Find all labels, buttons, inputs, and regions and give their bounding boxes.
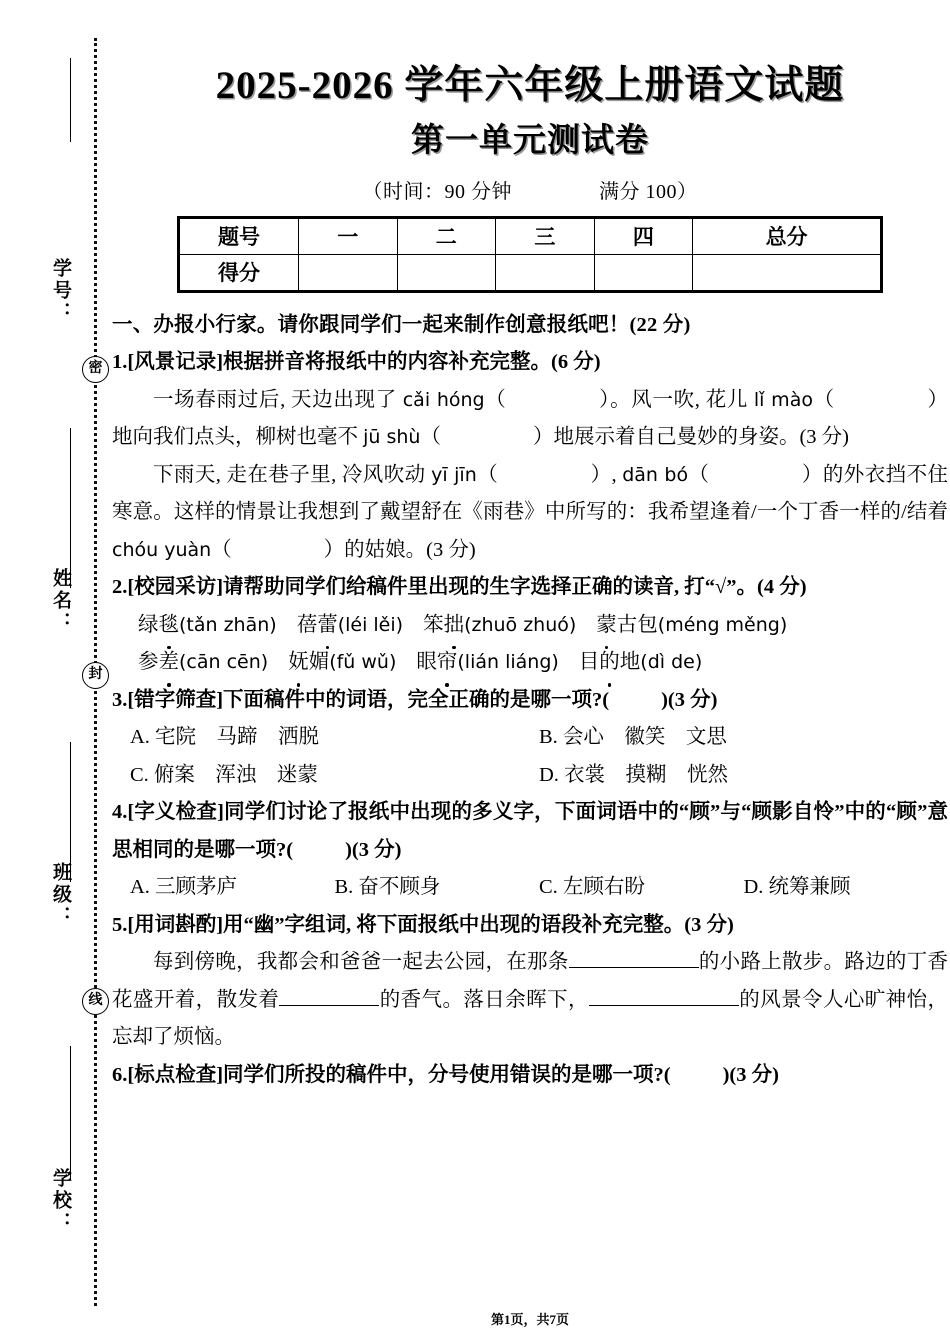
q1-paren-open-3: （: [420, 426, 441, 449]
score-table-row-label-2: 得分: [179, 254, 299, 291]
q2-word-pre: 绿: [138, 613, 159, 636]
table-row-scores: [179, 254, 882, 291]
question-3-options-row-1: [112, 719, 948, 757]
q1-text-d: ）地展示着自己曼妙的身姿。(3 分): [532, 426, 849, 449]
seal-rule-1: [70, 58, 71, 142]
q5-text-c: 的香气。落日余晖下，: [379, 988, 589, 1011]
q3-heading-text-b: )(3 分): [661, 688, 718, 711]
list-item[interactable]: [416, 651, 558, 673]
score-table-col-2: 二: [397, 217, 496, 254]
q2-word-dotted: 妩: [288, 644, 309, 682]
question-6-heading: [112, 1057, 948, 1095]
q2-pinyin-pair: (léi lěi): [337, 613, 404, 636]
q2-pinyin-pair: (cān cēn): [179, 651, 269, 674]
q2-word-pre: 蓓: [296, 613, 318, 636]
q3-option-a[interactable]: A. 宅院 马蹄 洒脱: [130, 726, 320, 749]
q2-word-dotted: 差: [159, 644, 180, 682]
question-2-choices-row-1: [112, 607, 948, 645]
q1-text-f: ）,: [590, 463, 623, 486]
question-5-heading: 5.[用词斟酌]用“幽”字组词, 将下面报纸中出现的语段补充完整。(3 分): [112, 913, 734, 936]
list-item[interactable]: [297, 614, 403, 636]
score-cell-4[interactable]: [594, 254, 693, 291]
q1-text-e: 下雨天, 走在巷子里, 冷风吹动: [153, 463, 432, 486]
q5-answer-blank-1[interactable]: [569, 967, 699, 968]
q5-text-d: 的风景令人心旷神怡，忘却了烦恼。: [112, 988, 949, 1049]
seal-margin: [0, 0, 110, 1344]
q2-pinyin-pair: (zhuō zhuó): [464, 613, 577, 636]
q1-pinyin-yijin: yī jīn: [431, 463, 477, 486]
question-1-heading: 1.[风景记录]根据拼音将报纸中的内容补充完整。(6 分): [112, 351, 601, 374]
q2-word-pre: 参: [138, 651, 159, 674]
score-table: [177, 216, 883, 293]
question-1-passage-1: [112, 382, 948, 457]
q4-option-a[interactable]: A. 三顾茅庐: [130, 876, 238, 899]
q2-pinyin-pair: (lián liáng): [457, 651, 559, 674]
question-2-choices-row-2: [112, 644, 948, 682]
question-3-heading: [112, 682, 948, 720]
score-table-col-total: 总分: [693, 217, 882, 254]
q2-word-dotted: 的: [599, 644, 620, 682]
exam-total-score: 满分 100）: [599, 180, 698, 203]
q2-word-pre: 笨: [423, 613, 444, 636]
seal-field-label-xuehao: 学号：: [50, 258, 71, 324]
list-item[interactable]: [138, 614, 277, 636]
page-footer: 第1页，共7页: [490, 1312, 569, 1327]
q1-pinyin-chouyuan: chóu yuàn: [112, 538, 212, 561]
q4-heading-text-a: 4.[字义检查]同学们讨论了报纸中出现的多义字，下面词语中的“顾”与“顾影自怜”中的“顾”意思相同的是哪一项?(: [112, 801, 948, 861]
q5-answer-blank-2[interactable]: [279, 1005, 379, 1006]
q1-pinyin-caihong: cǎi hóng: [402, 388, 485, 411]
q4-option-b[interactable]: B. 奋不顾身: [334, 876, 441, 899]
q2-word-post: 媚: [308, 651, 330, 674]
score-cell-total[interactable]: [693, 254, 882, 291]
seal-field-label-xuexiao: 学校：: [50, 1168, 71, 1234]
q1-paren-open-2: （: [812, 388, 835, 411]
q2-pinyin-pair: (dì de): [640, 651, 703, 674]
exam-meta: [110, 175, 950, 204]
q1-paren-open-1: （: [484, 388, 507, 411]
question-1-passage-2: [112, 457, 948, 570]
exam-sheet: [110, 0, 950, 1344]
q2-word-dotted: 蕾: [317, 607, 338, 645]
question-4-options: [112, 869, 948, 907]
question-5-passage: [112, 944, 948, 1057]
q1-paren-open-5: （: [688, 463, 710, 486]
q1-pinyin-limao: lǐ mào: [753, 388, 813, 411]
q4-option-d[interactable]: D. 统筹兼顾: [743, 876, 851, 899]
q3-heading-text-a: 3.[错字筛查]下面稿件中的词语，完全正确的是哪一项?(: [112, 688, 610, 711]
seal-mark-icon-1: 密: [82, 356, 109, 383]
q1-text-g: ）的外衣挡不住寒意。这样的情景让我想到了戴望舒在《雨巷》中所写的：我希望逢着/一个丁香一样的/结着: [112, 463, 949, 524]
q1-text-h: ）的姑娘。(3 分): [323, 538, 476, 561]
score-table-col-4: 四: [594, 217, 693, 254]
section-one-heading: 一、办报小行家。请你跟同学们一起来制作创意报纸吧！(22 分): [112, 313, 691, 336]
score-cell-2[interactable]: [397, 254, 496, 291]
q2-pinyin-pair: (fǔ wǔ): [329, 651, 397, 674]
q1-text-a: 一场春雨过后, 天边出现了: [153, 388, 403, 411]
list-item[interactable]: [423, 614, 576, 636]
q2-word-post: 地: [619, 651, 641, 674]
question-4-heading: [112, 794, 948, 869]
question-2-heading: 2.[校园采访]请帮助同学们给稿件里出现的生字选择正确的读音, 打“√”。(4 分): [112, 576, 807, 599]
score-table-col-3: 三: [496, 217, 595, 254]
list-item[interactable]: [288, 651, 396, 673]
q3-option-c[interactable]: C. 俯案 浑浊 迷蒙: [130, 763, 318, 786]
exam-duration: （时间：90 分钟: [362, 180, 512, 203]
table-row-header: [179, 217, 882, 254]
q2-word-pre: 眼: [416, 651, 437, 674]
q1-paren-open-4: （: [476, 463, 499, 486]
seal-rule-4: [70, 1046, 71, 1180]
q4-option-c[interactable]: C. 左顾右盼: [539, 876, 645, 899]
q5-answer-blank-3[interactable]: [589, 1005, 739, 1006]
score-table-row-label-1: 题号: [179, 217, 299, 254]
score-cell-3[interactable]: [496, 254, 595, 291]
q2-pinyin-pair: (méng měng): [657, 613, 788, 636]
seal-mark-icon-3: 线: [82, 988, 109, 1015]
q2-word-pre: 目: [578, 651, 600, 674]
seal-rule-2: [70, 428, 71, 588]
q3-option-b[interactable]: B. 会心 徽笑 文思: [539, 726, 727, 749]
q2-word-dotted: 拙: [444, 607, 465, 645]
q2-word-dotted: 帘: [437, 644, 458, 682]
q5-text-a: 每到傍晚，我都会和爸爸一起去公园，在那条: [153, 951, 569, 974]
q3-option-d[interactable]: D. 衣裳 摸糊 恍然: [539, 763, 729, 786]
q2-word-dotted: 蒙: [596, 607, 617, 645]
q6-heading-text-a: 6.[标点检查]同学们所投的稿件中，分号使用错误的是哪一项?(: [112, 1063, 671, 1086]
question-3-options-row-2: [112, 757, 948, 795]
score-cell-1[interactable]: [299, 254, 398, 291]
q1-pinyin-danbo: dān bó: [622, 463, 689, 486]
q1-paren-open-6: （: [211, 538, 232, 561]
page-subtitle: 第一单元测试卷: [411, 122, 649, 159]
q6-heading-text-b: )(3 分): [722, 1063, 779, 1086]
seal-mark-icon-2: 封: [82, 662, 109, 689]
exam-content: [110, 307, 950, 1095]
q1-pinyin-jushu: jū shù: [363, 426, 421, 449]
list-item[interactable]: [138, 651, 268, 673]
q4-heading-text-b: )(3 分): [345, 838, 402, 861]
q5-text-b: 的小路上散步。路边的丁香花盛开着，散发着: [112, 951, 948, 1011]
q1-text-b: ）。风一吹, 花儿: [598, 388, 754, 411]
q1-text-c: ）地向我们点头，柳树也毫不: [112, 388, 949, 449]
q2-word-dotted: 毯: [159, 607, 180, 645]
q2-word-post: 古包: [616, 613, 658, 636]
seal-field-label-xingming: 姓名：: [50, 568, 71, 634]
page-title: 2025-2026 学年六年级上册语文试题: [215, 64, 845, 107]
q2-pinyin-pair: (tǎn zhān): [179, 613, 277, 636]
score-table-col-1: 一: [299, 217, 398, 254]
list-item[interactable]: [579, 651, 702, 673]
seal-rule-3: [70, 742, 71, 882]
list-item[interactable]: [596, 614, 787, 636]
seal-field-label-banji: 班级：: [50, 862, 71, 928]
